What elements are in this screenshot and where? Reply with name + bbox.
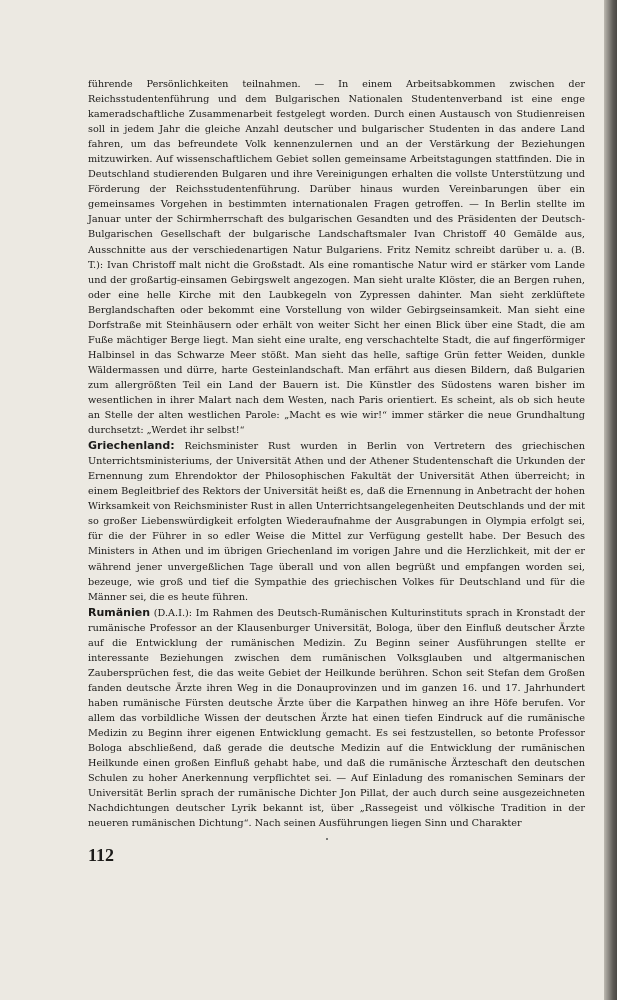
ink-speck — [326, 838, 328, 840]
paragraph-bulgaria-continued: führende Persönlichkeiten teilnahmen. — In einem Arbeitsabkommen zwischen der Reichsstudentenführung und dem Bulgarischen Nationalen Studentenverband ist eine enge kameradschaftliche Zusammenarbeit festgelegt worden. Durch einen Austausch von Studienreisen soll in jedem Jahr die gleiche Anzahl deutscher und bulgarischer Studenten in das andere Land fahren, um das befreundete Volk kennenzulernen und an der Verstärkung der Beziehungen mitzuwirken. Auf wissenschaftlichem Gebiet sollen gemeinsame Arbeitstagungen stattfinden. Die in Deutschland studierenden Bulgaren und ihre Vereinigungen erhalten die vollste Unterstützung und Förderung der Reichsstudentenführung. Darüber hinaus wurden Vereinbarungen über ein gemeinsames Vorgehen in bestimmten internationalen Fragen getroffen. — In Berlin stellte im Januar unter der Schirmherrschaft des bulgarischen Gesandten und des Präsidenten der Deutsch-Bulgarischen Gesellschaft der bulgarische Landschaftsmaler Ivan Christoff 40 Gemälde aus, Ausschnitte aus der verschiedenartigen Natur Bulgariens. Fritz Nemitz schreibt darüber u. a. (B. T.): Ivan Christoff malt nicht die Großstadt. Als eine romantische Natur wird er stärker vom Lande und der großartig-einsamen Gebirgswelt angezogen. Man sieht uralte Klöster, die an Bergen ruhen, oder eine helle Kirche mit den Laubkegeln von Zypressen dahinter. Man sieht zerklüftete Berglandschaften oder bekommt eine Vorstellung von wilder Gebirgseinsamkeit. Man sieht eine Dorfstraße mit Steinhäusern oder erhält von weiter Sicht her einen Blick über eine Stadt, die am Fuße mächtiger Berge liegt. Man sieht eine uralte, eng verschachtelte Stadt, die auf fingerförmiger Halbinsel in das Schwarze Meer stößt. Man sieht das helle, saftige Grün fetter Weiden, dunkle Wäldermassen und dürre, harte Gesteinlandschaft. Man erfährt aus diesen Bildern, daß Bulgarien zum allergrößten Teil ein Land der Bauern ist. Die Künstler des Südostens waren bisher im wesentlichen in ihrer Malart nach dem Westen, nach Paris orientiert. Es scheint, als ob sich heute an Stelle der alten westlichen Parole: „Macht es wie wir!“ immer stärker die neue Grundhaltung durchsetzt: „Werdet ihr selbst!“ — [88, 79, 585, 437]
book-binding-edge — [604, 0, 617, 1000]
section-text-rumaenien: (D.A.I.): Im Rahmen des Deutsch-Rumänischen Kulturinstituts sprach in Kronstadt der rumänische Professor an der Klausenburger Universität, Bologa, über den Einfluß deutscher Ärzte auf die Entwicklung der rumänischen Medizin. Zu Beginn seiner Ausführungen stellte er interessante Beziehungen zwischen dem rumänischen Volksglauben und altgermanischen Zaubersprüchen fest, die das weite Gebiet der Heilkunde berühren. Schon seit Stefan dem Großen fanden deutsche Ärzte ihren Weg in die Donauprovinzen und im ganzen 16. und 17. Jahrhundert haben rumänische Fürsten deutsche Ärzte über die Karpathen hinweg an ihre Höfe berufen. Vor allem das vorbildliche Wissen der deutschen Ärzte hat einen tiefen Eindruck auf die rumänische Medizin zu Beginn ihrer eigenen Entwicklung gemacht. Es sei festzustellen, so betonte Professor Bologa abschließend, daß gerade die deutsche Medizin auf die Entwicklung der rumänischen Heilkunde einen großen Einfluß gehabt habe, und daß die rumänische Ärzteschaft den deutschen Schulen zu hoher Anerkennung verpflichtet sei. — Auf Einladung des romanischen Seminars der Universität Berlin sprach der rumänische Dichter Jon Pillat, der auch durch seine ausgezeichneten Nachdichtungen deutscher Lyrik bekannt ist, über „Rassegeist und völkische Tradition in der neueren rumänischen Dichtung“. Nach seinen Ausführungen liegen Sinn und Charakter — [88, 607, 585, 830]
page-number: 112 — [88, 845, 115, 865]
section-heading-rumaenien: Rumänien — [88, 605, 151, 619]
paragraph-rumaenien — [88, 605, 585, 832]
section-heading-griechenland: Griechenland: — [88, 439, 175, 453]
body-text — [88, 77, 585, 831]
section-text-griechenland: Reichsminister Rust wurden in Berlin von Vertretern des griechischen Unterrichtsministeriums, der Universität Athen und der Athener Studentenschaft die Urkunden der Ernennung zum Ehrendoktor der Philosophischen Fakultät der Universität Athen überreicht; in einem Begleitbrief des Rektors der Universität heißt es, daß die Ernennung in Anbetracht der hohen Wirksamkeit von Reichsminister Rust in allen Unterrichtsangelegenheiten Deutschlands und der mit so großer Liebenswürdigkeit erfolgten Wiederaufnahme der Ausgrabungen in Olympia erfolgt sei, für die der Führer in so edler Weise die Mittel zur Verfügung gestellt habe. Der Besuch des Ministers in Athen und im übrigen Griechenland im vorigen Jahre und die Herzlichkeit, mit der er während jener unvergeßlichen Tage überall und von allen begrüßt und empfangen worden sei, bezeuge, wie groß und tief die Sympathie des griechischen Volkes für Deutschland und für die Männer sei, die es heute führen. — [88, 441, 585, 603]
paragraph-griechenland — [88, 438, 585, 605]
